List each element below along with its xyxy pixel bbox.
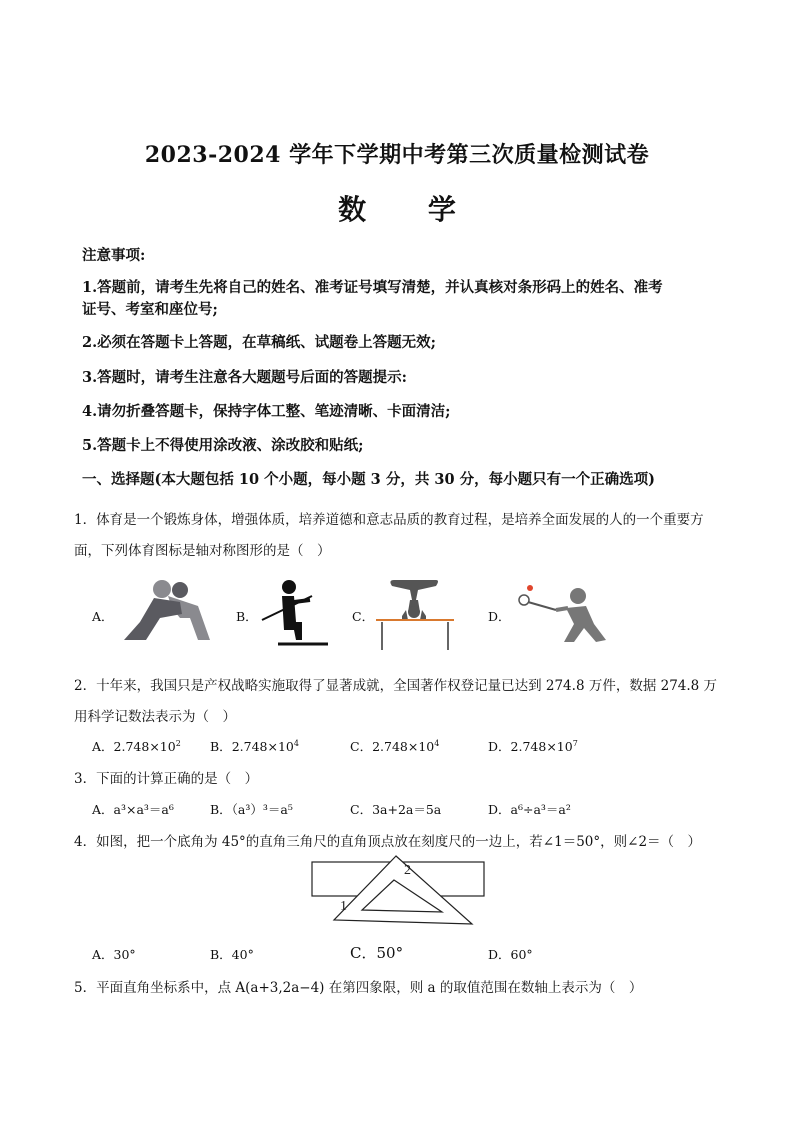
subject-title: 数 学 xyxy=(338,193,482,226)
notice-item-1: 1.答题前，请考生先将自己的姓名、准考证号填写清楚，并认真核对条形码上的姓名、准考 xyxy=(82,279,663,296)
notice-item-4: 4.请勿折叠答题卡，保持字体工整、笔迹清晰、卡面清洁; xyxy=(82,403,451,420)
q3-option-c: C．3a+2a＝5a xyxy=(350,802,442,817)
question-1-line-1: 1．体育是一个锻炼身体，增强体质，培养道德和意志品质的教育过程，是培养全面发展的人的一个重要方 xyxy=(74,512,704,528)
badminton-icon xyxy=(512,580,608,646)
q4-option-c: C．50° xyxy=(350,944,404,962)
skiing-icon xyxy=(258,578,332,652)
handstand-icon xyxy=(372,576,458,652)
q1-option-c-label: C． xyxy=(352,609,375,624)
q2-option-b: B．$2.748\times 10^4$ xyxy=(210,738,299,754)
q2-option-c: C．$2.748\times 10^4$ xyxy=(350,738,440,754)
notice-heading: 注意事项: xyxy=(82,247,146,264)
notice-item-3: 3.答题时，请考生注意各大题题号后面的答题提示: xyxy=(82,369,407,386)
angle-2-label: 2 xyxy=(404,863,411,878)
notice-item-2: 2.必须在答题卡上答题，在草稿纸、试题卷上答题无效; xyxy=(82,334,436,351)
question-3-line-1: 3．下面的计算正确的是（ ） xyxy=(74,771,259,787)
q3-option-b: B．（a³）³＝a⁵ xyxy=(210,802,293,817)
q4-option-b: B．40° xyxy=(210,947,254,962)
angle-1-label: 1 xyxy=(340,899,347,914)
q3-option-a: A．a³×a³＝a⁶ xyxy=(92,802,174,817)
q1-option-d-label: D． xyxy=(488,609,511,624)
q1-option-b-label: B． xyxy=(236,609,258,624)
q3-option-d: D．a⁶÷a³＝a² xyxy=(488,802,571,817)
q2-option-d: D．$2.748\times 10^7$ xyxy=(488,738,578,754)
question-5-line-1: 5．平面直角坐标系中，点 A(a+3,2a−4) 在第四象限，则 a 的取值范围在数轴上表示为（ ） xyxy=(74,980,643,996)
wrestling-icon xyxy=(120,578,216,644)
notice-item-5: 5.答题卡上不得使用涂改液、涂改胶和贴纸; xyxy=(82,437,364,454)
question-4-line-1: 4．如图，把一个底角为 45°的直角三角尺的直角顶点放在刻度尺的一边上，若∠1＝50°，则∠2＝（ ） xyxy=(74,834,702,850)
notice-item-1-cont: 证号、考室和座位号; xyxy=(82,301,218,318)
question-2-line-2: 用科学记数法表示为（ ） xyxy=(74,709,236,725)
exam-title: 2023-2024 学年下学期中考第三次质量检测试卷 xyxy=(144,142,650,168)
q4-option-a: A．30° xyxy=(92,947,136,962)
question-2-line-1: 2．十年来，我国只是产权战略实施取得了显著成就，全国著作权登记量已达到 274.8 万件，数据 274.8 万 xyxy=(74,678,718,694)
ruler-triangle-figure xyxy=(306,854,490,930)
question-1-line-2: 面，下列体育图标是轴对称图形的是（ ） xyxy=(74,543,331,559)
q1-option-a-label: A． xyxy=(92,609,114,624)
section-heading: 一、选择题(本大题包括 10 个小题，每小题 3 分，共 30 分，每小题只有一个正确选项) xyxy=(82,471,655,488)
q2-option-a: A．$2.748\times 10^2$ xyxy=(92,738,181,754)
q4-option-d: D．60° xyxy=(488,947,533,962)
